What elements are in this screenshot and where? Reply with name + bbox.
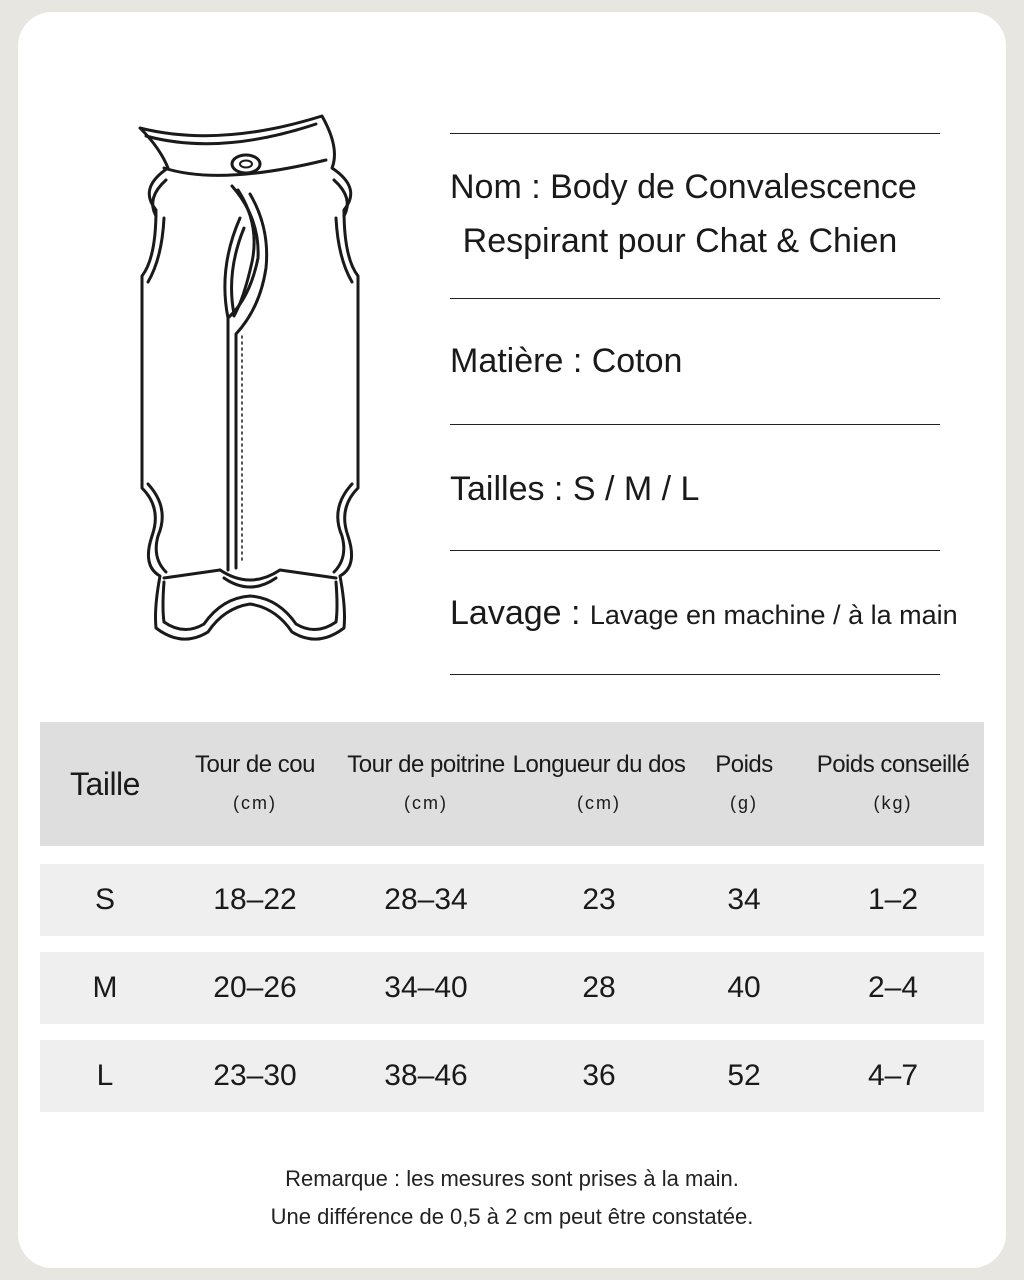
cell-weight: 40 [727, 971, 761, 1004]
header-taille [40, 722, 170, 846]
header-label: Longueur du dos [512, 751, 686, 778]
divider [450, 424, 940, 425]
measurement-note [18, 1160, 1006, 1236]
header-tour-de-poitrine [340, 722, 512, 846]
header-longueur-du-dos [512, 722, 686, 846]
cell-size: M [92, 971, 118, 1004]
pet-bodysuit-illustration [100, 108, 400, 668]
header-label: Tour de poitrine [347, 751, 505, 778]
table-row [40, 864, 984, 936]
header-unit: (cm) [233, 793, 277, 813]
cell-weight: 34 [727, 883, 761, 916]
size-table-header [40, 722, 984, 846]
cell-back-length: 23 [582, 883, 616, 916]
divider [450, 133, 940, 134]
header-label: Taille [70, 766, 140, 802]
cell-neck: 23–30 [213, 1059, 297, 1092]
note-line2: Une différence de 0,5 à 2 cm peut être constatée. [270, 1204, 754, 1229]
cell-size: S [94, 883, 115, 916]
cell-chest: 28–34 [384, 883, 468, 916]
divider [450, 550, 940, 551]
cell-back-length: 36 [582, 1059, 616, 1092]
size-guide-card [18, 12, 1006, 1268]
header-label: Poids [715, 751, 773, 778]
divider [450, 674, 940, 675]
sizes-text: Tailles : S / M / L [450, 470, 700, 508]
washing-text [450, 586, 958, 642]
cell-recommended-weight: 2–4 [867, 971, 919, 1004]
table-row [40, 1040, 984, 1112]
washing-value: Lavage en machine / à la main [589, 600, 958, 630]
header-poids-conseille [802, 722, 984, 846]
material-text: Matière : Coton [450, 342, 683, 380]
washing-label: Lavage : [450, 594, 590, 632]
cell-size: L [96, 1059, 114, 1092]
note-line1: Remarque : les mesures sont prises à la main. [285, 1166, 739, 1191]
header-unit: (cm) [404, 793, 448, 813]
header-label: Poids conseillé [816, 751, 970, 778]
cell-neck: 20–26 [213, 971, 297, 1004]
cell-chest: 34–40 [384, 971, 468, 1004]
header-unit: (cm) [577, 793, 621, 813]
cell-chest: 38–46 [384, 1059, 468, 1092]
header-poids [686, 722, 802, 846]
table-row [40, 952, 984, 1024]
product-name-line1: Nom : Body de Convalescence [450, 168, 917, 206]
cell-weight: 52 [727, 1059, 761, 1092]
divider [450, 298, 940, 299]
header-tour-de-cou [170, 722, 340, 846]
cell-back-length: 28 [582, 971, 616, 1004]
header-label: Tour de cou [195, 751, 315, 778]
cell-recommended-weight: 1–2 [867, 883, 919, 916]
product-name-line2: Respirant pour Chat & Chien [462, 222, 898, 260]
cell-neck: 18–22 [213, 883, 297, 916]
header-unit: (g) [730, 793, 758, 813]
cell-recommended-weight: 4–7 [867, 1059, 919, 1092]
header-unit: (kg) [873, 793, 913, 813]
